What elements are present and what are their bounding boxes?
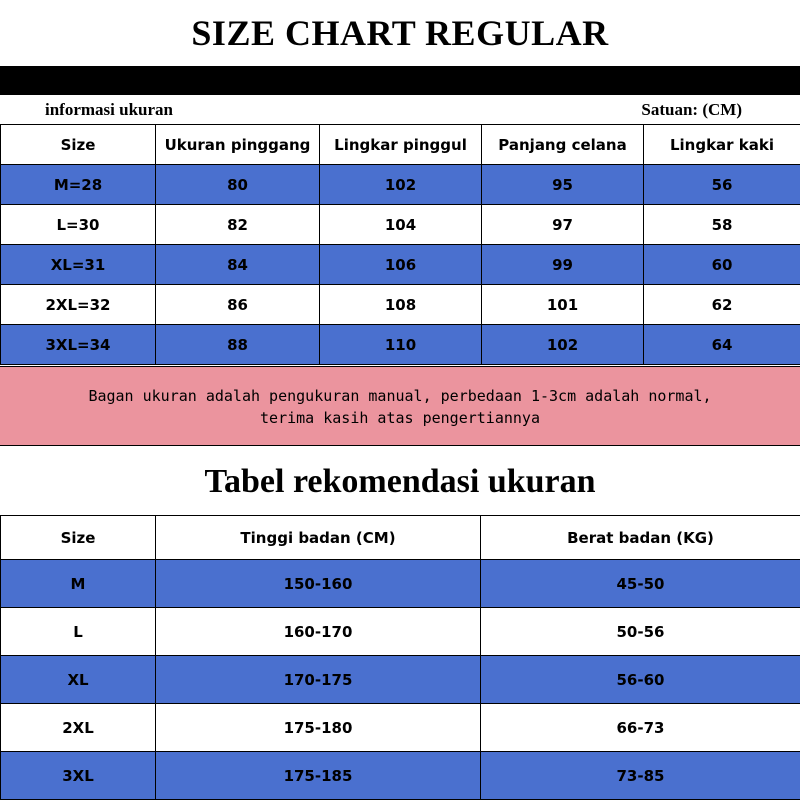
header-cell: Panjang celana <box>482 125 644 165</box>
page-title: SIZE CHART REGULAR <box>191 13 609 53</box>
recommendation-table <box>0 515 800 800</box>
table-cell: 88 <box>156 325 320 365</box>
table-cell: 95 <box>482 165 644 205</box>
table-cell: 101 <box>482 285 644 325</box>
header-cell: Size <box>1 516 156 560</box>
table-cell: 108 <box>320 285 482 325</box>
table-row <box>1 205 800 245</box>
table-cell: 106 <box>320 245 482 285</box>
info-label: informasi ukuran <box>45 100 173 119</box>
table-cell: 80 <box>156 165 320 205</box>
table-cell: 175-185 <box>156 752 481 800</box>
table-cell: 3XL <box>1 752 156 800</box>
black-divider-bar <box>0 66 800 95</box>
table-cell: 58 <box>644 205 800 245</box>
table-row <box>1 656 800 704</box>
table-header-row <box>1 125 800 165</box>
header-cell: Size <box>1 125 156 165</box>
table-cell: 84 <box>156 245 320 285</box>
table-row <box>1 285 800 325</box>
table-row <box>1 608 800 656</box>
table-cell: 110 <box>320 325 482 365</box>
header-cell: Ukuran pinggang <box>156 125 320 165</box>
table-cell: M <box>1 560 156 608</box>
table-cell: 66-73 <box>481 704 800 752</box>
table-cell: 45-50 <box>481 560 800 608</box>
table-cell: L <box>1 608 156 656</box>
table-cell: 2XL <box>1 704 156 752</box>
recommendation-title: Tabel rekomendasi ukuran <box>204 463 596 500</box>
table-cell: 99 <box>482 245 644 285</box>
table-cell: L=30 <box>1 205 156 245</box>
table-cell: 62 <box>644 285 800 325</box>
header-cell: Berat badan (KG) <box>481 516 800 560</box>
table-cell: 56 <box>644 165 800 205</box>
unit-label: Satuan: (CM) <box>641 100 742 119</box>
table-row <box>1 245 800 285</box>
note-line-2: terima kasih atas pengertiannya <box>260 409 540 427</box>
table-cell: 102 <box>320 165 482 205</box>
header-cell: Lingkar kaki <box>644 125 800 165</box>
table-row <box>1 704 800 752</box>
table-cell: 170-175 <box>156 656 481 704</box>
table-header-row <box>1 516 800 560</box>
table-row <box>1 560 800 608</box>
table-cell: 50-56 <box>481 608 800 656</box>
table-cell: 56-60 <box>481 656 800 704</box>
header-cell: Lingkar pinggul <box>320 125 482 165</box>
table-row <box>1 325 800 365</box>
table-cell: 82 <box>156 205 320 245</box>
table-cell: 3XL=34 <box>1 325 156 365</box>
table-cell: 97 <box>482 205 644 245</box>
table-cell: XL=31 <box>1 245 156 285</box>
measurement-note <box>0 366 800 446</box>
table-cell: XL <box>1 656 156 704</box>
table-cell: 150-160 <box>156 560 481 608</box>
info-row <box>0 97 800 124</box>
size-chart-table <box>0 124 800 365</box>
table-cell: 86 <box>156 285 320 325</box>
table-row <box>1 752 800 800</box>
note-line-1: Bagan ukuran adalah pengukuran manual, perbedaan 1-3cm adalah normal, <box>88 387 712 405</box>
table-cell: 60 <box>644 245 800 285</box>
table-cell: 102 <box>482 325 644 365</box>
table-row <box>1 165 800 205</box>
table-cell: 160-170 <box>156 608 481 656</box>
table-cell: 73-85 <box>481 752 800 800</box>
table-cell: 175-180 <box>156 704 481 752</box>
table-cell: 104 <box>320 205 482 245</box>
table-cell: M=28 <box>1 165 156 205</box>
table-cell: 2XL=32 <box>1 285 156 325</box>
table-cell: 64 <box>644 325 800 365</box>
header-cell: Tinggi badan (CM) <box>156 516 481 560</box>
